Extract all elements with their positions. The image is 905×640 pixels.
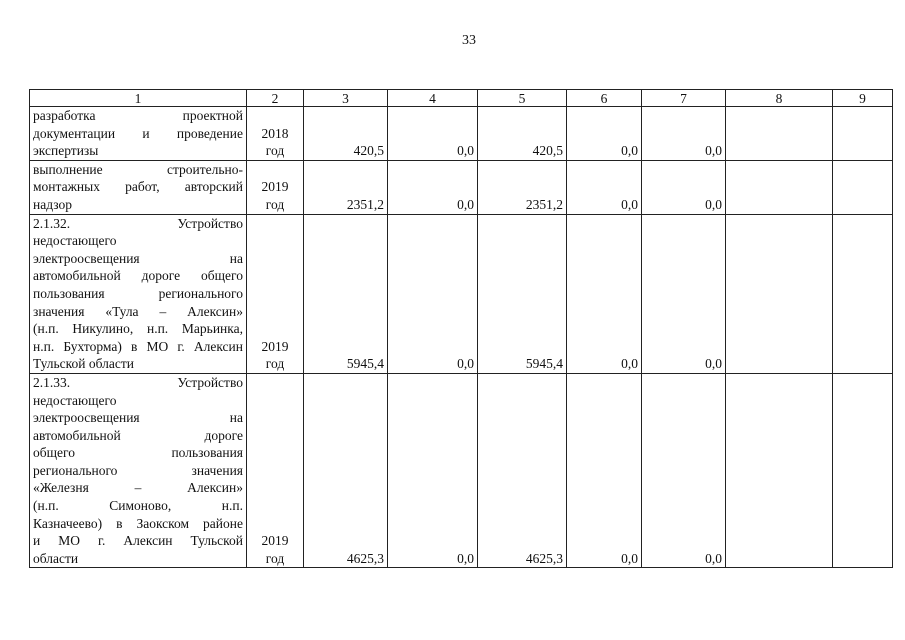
description-line: автомобильной дороге общего xyxy=(33,268,243,284)
row-year xyxy=(247,107,304,161)
description-line: разработка проектной xyxy=(33,108,243,123)
row-year xyxy=(247,373,304,568)
cell-c5: 5945,4 xyxy=(478,214,567,373)
column-header: 1 xyxy=(30,90,247,107)
cell-c8 xyxy=(726,373,833,568)
year-line: год xyxy=(265,356,285,372)
description-line: 2.1.32. Устройство xyxy=(33,215,243,231)
description-line: выполнение строительно- xyxy=(33,161,243,177)
cell-c9 xyxy=(833,214,893,373)
cell-c4: 0,0 xyxy=(388,107,478,161)
description-line: и МО г. Алексин Тульской xyxy=(33,533,243,549)
cell-c3: 5945,4 xyxy=(304,214,388,373)
table-body xyxy=(30,107,893,568)
cell-c7: 0,0 xyxy=(642,160,726,214)
cell-c8 xyxy=(726,107,833,161)
description-line: недостающего xyxy=(33,392,117,408)
row-year xyxy=(247,160,304,214)
year-line: год xyxy=(265,196,285,212)
column-header: 4 xyxy=(388,90,478,107)
column-header: 6 xyxy=(567,90,642,107)
description-line: значения «Тула – Алексин» xyxy=(33,303,243,319)
year-line: 2018 xyxy=(261,125,289,141)
description-line: области xyxy=(33,550,79,566)
cell-c4: 0,0 xyxy=(388,373,478,568)
description-line: электроосвещения на xyxy=(33,250,243,266)
table-row xyxy=(30,373,893,568)
header-row xyxy=(30,90,893,107)
cell-c4: 0,0 xyxy=(388,214,478,373)
column-header: 3 xyxy=(304,90,388,107)
description-line: экспертизы xyxy=(33,143,99,159)
year-line: 2019 xyxy=(261,179,289,195)
description-line: (н.п. Симоново, н.п. xyxy=(33,498,243,514)
cell-c6: 0,0 xyxy=(567,160,642,214)
description-line: общего пользования xyxy=(33,445,243,461)
column-header: 9 xyxy=(833,90,893,107)
description-line: пользования регионального xyxy=(33,285,243,301)
description-line: надзор xyxy=(33,196,73,212)
table-row xyxy=(30,160,893,214)
description-line: недостающего xyxy=(33,233,117,249)
year-line: год xyxy=(265,550,285,566)
row-description xyxy=(30,160,247,214)
description-line: электроосвещения на xyxy=(33,410,243,426)
table-row xyxy=(30,214,893,373)
cell-c6: 0,0 xyxy=(567,107,642,161)
cell-c3: 4625,3 xyxy=(304,373,388,568)
description-line: Казначеево) в Заокском районе xyxy=(33,515,243,531)
cell-c9 xyxy=(833,160,893,214)
description-line: (н.п. Никулино, н.п. Марьинка, xyxy=(33,321,243,337)
column-header: 8 xyxy=(726,90,833,107)
description-line: монтажных работ, авторский xyxy=(33,179,243,195)
table-row xyxy=(30,107,893,161)
description-line: документации и проведение xyxy=(33,125,243,141)
cell-c8 xyxy=(726,214,833,373)
cell-c7: 0,0 xyxy=(642,373,726,568)
description-line: Тульской области xyxy=(33,356,134,372)
row-year xyxy=(247,214,304,373)
cell-c5: 4625,3 xyxy=(478,373,567,568)
cell-c4: 0,0 xyxy=(388,160,478,214)
cell-c8 xyxy=(726,160,833,214)
row-description xyxy=(30,107,247,161)
description-line: автомобильной дороге xyxy=(33,427,243,443)
cell-c9 xyxy=(833,107,893,161)
column-header: 5 xyxy=(478,90,567,107)
description-line: «Железня – Алексин» xyxy=(33,480,243,496)
page-number: 33 xyxy=(462,33,476,48)
year-line: год xyxy=(265,143,285,159)
column-header: 2 xyxy=(247,90,304,107)
cell-c3: 420,5 xyxy=(304,107,388,161)
cell-c7: 0,0 xyxy=(642,107,726,161)
year-line: 2019 xyxy=(261,533,289,549)
cell-c5: 420,5 xyxy=(478,107,567,161)
description-line: регионального значения xyxy=(33,462,243,478)
row-description xyxy=(30,214,247,373)
cell-c6: 0,0 xyxy=(567,373,642,568)
description-line: 2.1.33. Устройство xyxy=(33,374,243,390)
cell-c7: 0,0 xyxy=(642,214,726,373)
row-description xyxy=(30,373,247,568)
cell-c5: 2351,2 xyxy=(478,160,567,214)
cell-c9 xyxy=(833,373,893,568)
description-line: н.п. Бухторма) в МО г. Алексин xyxy=(33,338,243,354)
column-header: 7 xyxy=(642,90,726,107)
cell-c3: 2351,2 xyxy=(304,160,388,214)
year-line: 2019 xyxy=(261,338,289,354)
cell-c6: 0,0 xyxy=(567,214,642,373)
data-table xyxy=(29,89,893,568)
